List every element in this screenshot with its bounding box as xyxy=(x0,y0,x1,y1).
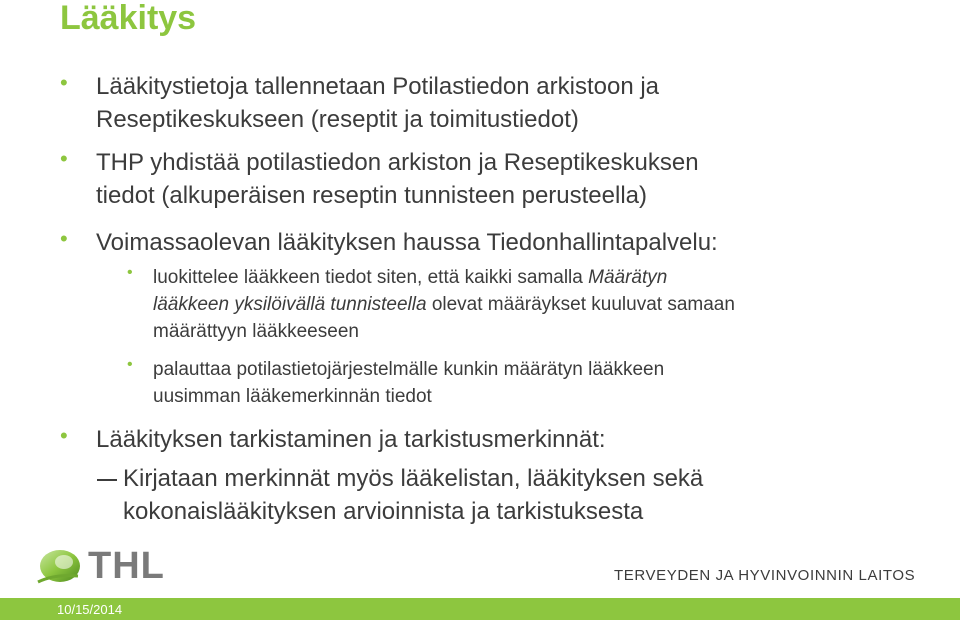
bullet-item-4 xyxy=(96,423,606,456)
dash-sub-4-line-2: kokonaislääkityksen arvioinnista ja tarkistuksesta xyxy=(123,498,644,525)
bullet-2-line-1: THP yhdistää potilastiedon arkiston ja Reseptikeskuksen xyxy=(96,149,699,176)
sub-bullet-3-1-text-italic-2: lääkkeen yksilöivällä tunnisteella xyxy=(153,294,427,315)
bullet-1-line-1: Lääkitystietoja tallennetaan Potilastiedon arkistoon ja xyxy=(96,73,660,100)
sub-bullet-3-2-line-2: uusimman lääkemerkinnän tiedot xyxy=(153,386,432,407)
bullet-item-3 xyxy=(96,226,718,259)
dash-sub-4-line-1: Kirjataan merkinnät myös lääkelistan, lääkityksen sekä xyxy=(123,465,704,492)
sub-bullet-3-2-line-1: palauttaa potilastietojärjestelmälle kunkin määrätyn lääkkeen xyxy=(153,359,665,380)
bullet-dot-icon: • xyxy=(60,423,68,448)
sub-bullet-3-1-text-normal-2: olevat määräykset kuuluvat samaan xyxy=(426,294,735,315)
logo-text: THL xyxy=(88,545,165,587)
sub-bullet-3-1-text-normal: luokittelee lääkkeen tiedot siten, että kaikki samalla xyxy=(153,267,589,288)
bullet-item-1 xyxy=(96,70,659,136)
bullet-dot-icon: • xyxy=(60,226,68,251)
dash-marker xyxy=(97,479,117,481)
bullet-dot-icon: • xyxy=(60,146,68,171)
bullet-dot-icon: • xyxy=(127,356,133,373)
footer-bar xyxy=(0,598,960,620)
bullet-3-line-1: Voimassaolevan lääkityksen haussa Tiedonhallintapalvelu: xyxy=(96,229,718,256)
bullet-1-line-2: Reseptikeskukseen (reseptit ja toimitustiedot) xyxy=(96,106,579,133)
dash-sub-item-4 xyxy=(123,462,703,528)
bullet-dot-icon: • xyxy=(60,70,68,95)
sub-bullet-3-1-text-italic: Määrätyn xyxy=(588,267,668,288)
slide-title: Lääkitys xyxy=(60,0,197,37)
sub-bullet-3-1-line-1 xyxy=(153,264,735,291)
bullet-4-line-1: Lääkityksen tarkistaminen ja tarkistusmerkinnät: xyxy=(96,426,606,453)
bullet-2-line-2: tiedot (alkuperäisen reseptin tunnisteen perusteella) xyxy=(96,182,648,209)
organization-name: TERVEYDEN JA HYVINVOINNIN LAITOS xyxy=(614,567,916,584)
sub-bullet-item-3-1 xyxy=(153,264,735,345)
bullet-dot-icon: • xyxy=(127,264,133,281)
sub-bullet-3-1-line-2 xyxy=(153,291,735,318)
bullet-item-2 xyxy=(96,146,699,212)
sub-bullet-3-1-line-3: määrättyyn lääkkeeseen xyxy=(153,321,359,342)
sub-bullet-item-3-2 xyxy=(153,356,664,410)
footer-date: 10/15/2014 xyxy=(57,602,123,617)
